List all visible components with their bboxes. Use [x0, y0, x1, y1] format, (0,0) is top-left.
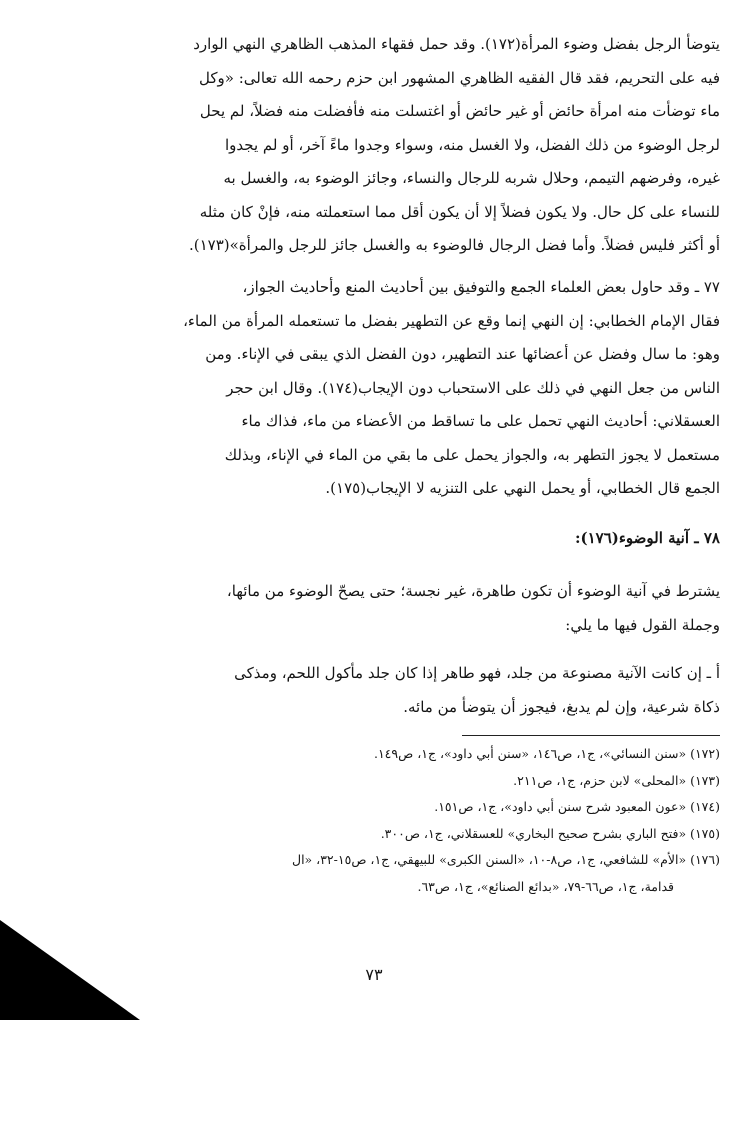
scan-shadow: [0, 920, 140, 1021]
text-line: فيه على التحريم، فقد قال الفقيه الظاهري المشهور ابن حزم رحمه الله تعالى: «وكل: [199, 68, 720, 87]
footnote-continuation: قدامة، ج١، ص٦٦-٧٩، «بدائع الصنائع»، ج١، ص٦٣.: [417, 878, 674, 894]
text-line: ذكاة شرعية، وإن لم يدبغ، فيجوز أن يتوضأ من مائه.: [403, 697, 720, 716]
paragraph-item-a: [52, 657, 720, 724]
text-line: فقال الإمام الخطابي: إن النهي إنما وقع عن التطهير بفضل ما تستعمله المرأة من الماء،: [183, 311, 720, 330]
paragraph-77: [52, 271, 720, 506]
text-line: ٧٧ ـ وقد حاول بعض العلماء الجمع والتوفيق بين أحاديث المنع وأحاديث الجواز،: [242, 278, 720, 296]
text-line: ماء توضأت منه امرأة حائض أو غير حائض أو اغتسلت منه فأفضلت منه فضلاً، لم يحل: [199, 102, 720, 120]
footnote: (١٧٣) «المحلى» لابن حزم، ج١، ص٢١١.: [513, 772, 720, 788]
page-number: ٧٣: [365, 965, 383, 984]
footnote-divider: [462, 735, 720, 736]
paragraph-78: [52, 575, 720, 642]
section-heading-78: [52, 522, 720, 556]
text-line: وجملة القول فيها ما يلي:: [565, 615, 720, 634]
text-line: الناس من جعل النهي في ذلك على الاستحباب دون الإيجاب(١٧٤). وقال ابن حجر: [226, 378, 720, 397]
text-line: وهو: ما سال وفضل عن أعضائها عند التطهير، دون الفضل الذي يبقى في الإناء. ومن: [205, 345, 720, 363]
text-line: يتوضأ الرجل بفضل وضوء المرأة(١٧٢). وقد حمل فقهاء المذهب الظاهري النهي الوارد: [193, 35, 720, 53]
text-line: مستعمل لا يجوز التطهر به، والجواز يحمل على ما بقي من الماء في الإناء، وبذلك: [224, 445, 720, 464]
footnote: (١٧٦) «الأم» للشافعي، ج١، ص٨-١٠، «السنن الكبرى» للبيهقي، ج١، ص١٥-٣٢، «ال: [291, 852, 720, 867]
text-line: يشترط في آنية الوضوء أن تكون طاهرة، غير نجسة؛ حتى يصحّ الوضوء من مائها،: [226, 582, 720, 600]
scan-shadow-shape: [0, 920, 140, 1020]
text-line: أ ـ إن كانت الآنية مصنوعة من جلد، فهو طاهر إذا كان جلد مأكول اللحم، ومذكى: [234, 664, 720, 682]
footnote: (١٧٥) «فتح الباري بشرح صحيح البخاري» للعسقلاني، ج١، ص٣٠٠.: [380, 825, 720, 841]
text-line: لرجل الوضوء من ذلك الفضل، ولا الغسل منه، وسواء وجدوا ماءً آخر، أو لم يجدوا: [225, 135, 720, 154]
footnote: (١٧٢) «سنن النسائي»، ج١، ص١٤٦، «سنن أبي داود»، ج١، ص١٤٩.: [373, 746, 720, 761]
text-line: العسقلاني: أحاديث النهي تحمل على ما تساقط من الأعضاء من ماء، فذاك ماء: [241, 412, 720, 430]
footnote: (١٧٤) «عون المعبود شرح سنن أبي داود»، ج١، ص١٥١.: [434, 799, 720, 814]
text-line: أو أكثر فليس فضلاً. وأما فضل الرجال فالوضوء به والغسل جائز للرجل والمرأة»(١٧٣).: [188, 236, 720, 254]
text-line: الجمع قال الخطابي، أو يحمل النهي على التنزيه لا الإيجاب(١٧٥).: [325, 479, 720, 497]
text-line: غيره، وفرضهم التيمم، وحلال شربه للرجال والنساء، وجائز الوضوء به، والغسل به: [223, 169, 720, 187]
footnotes: [52, 741, 720, 900]
paragraph-continuation: [52, 28, 720, 263]
heading-text: ٧٨ ـ آنية الوضوء(١٧٦):: [574, 529, 720, 547]
text-line: للنساء على كل حال. ولا يكون فضلاً إلا أن يكون أقل مما استعملته منه، فإنْ كان مثله: [199, 202, 720, 221]
